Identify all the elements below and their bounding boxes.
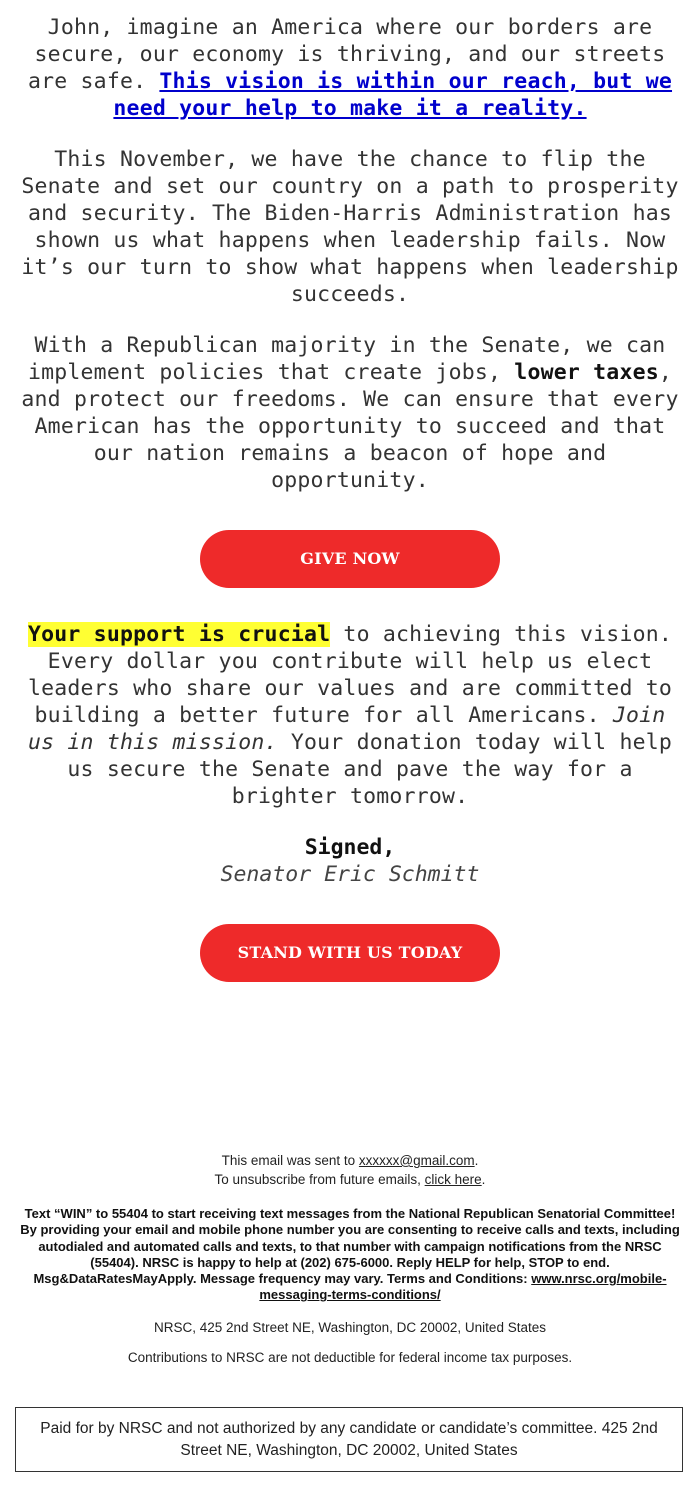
stand-with-us-container bbox=[0, 924, 700, 982]
unsubscribe-line bbox=[0, 1170, 700, 1189]
intro-text: John, imagine an America where our borders are secure, our economy is thriving, and our streets are safe. bbox=[27, 15, 666, 94]
majority-text-start: With a Republican majority in the Senate, we can implement policies that create jobs, bbox=[27, 333, 666, 385]
sent-to-line bbox=[0, 1151, 700, 1170]
paid-for-box: Paid for by NRSC and not authorized by any candidate or candidate’s committee. 425 2nd Street NE, Washington, DC 20002, United States bbox=[15, 1407, 683, 1472]
give-now-container bbox=[0, 530, 700, 588]
recipient-email-link[interactable]: xxxxxx@gmail.com bbox=[358, 1153, 475, 1168]
november-paragraph: This November, we have the chance to flip the Senate and set our country on a path to prosperity and security. The Biden-Harris Administration has shown us what happens when leadership fails. Now it’s our turn to show what happens when leadership succeeds. bbox=[21, 147, 679, 307]
signer-name: Senator Eric Schmitt bbox=[220, 862, 480, 887]
lower-taxes-bold: lower taxes bbox=[514, 360, 659, 385]
support-text-mid: to achieving this vision. Every dollar you contribute will help us elect leaders who share our values and are committed to building a better future for all Americans. bbox=[27, 622, 673, 728]
sent-prefix: This email was sent to bbox=[221, 1153, 359, 1168]
sms-text: Text “WIN” to 55404 to start receiving text messages from the National Republican Senatorial Committee! By providing your email and mobile phone number you are consenting to receive calls and texts, including autodialed and automated calls and texts, to that number with campaign notifications from the NRSC (55404). NRSC is happy to help at (202) 675-6000. Reply HELP for help, STOP to end. Msg&DataRatesMayApply. Message frequency may vary. Terms and Conditions: bbox=[20, 1206, 680, 1287]
footer bbox=[0, 1151, 700, 1367]
support-paragraph bbox=[0, 621, 700, 810]
unsubscribe-link[interactable]: click here bbox=[424, 1172, 482, 1187]
give-now-button[interactable]: GIVE NOW bbox=[200, 530, 500, 588]
support-text-end: Your donation today will help us secure the Senate and pave the way for a brighter tomorrow. bbox=[67, 730, 673, 809]
support-highlight: Your support is crucial bbox=[27, 622, 331, 647]
signed-label: Signed, bbox=[304, 835, 396, 860]
sms-terms-link[interactable]: www.nrsc.org/mobile-messaging-terms-conditions/ bbox=[259, 1271, 667, 1303]
sent-suffix: . bbox=[474, 1153, 479, 1168]
unsubscribe-suffix: . bbox=[481, 1172, 486, 1187]
join-us-italic: Join us in this mission. bbox=[27, 703, 666, 755]
contributions-notice: Contributions to NRSC are not deductible for federal income tax purposes. bbox=[127, 1349, 573, 1365]
nrsc-address: NRSC, 425 2nd Street NE, Washington, DC 20002, United States bbox=[154, 1319, 546, 1335]
sent-to-notice bbox=[0, 1151, 700, 1189]
vision-link[interactable]: This vision is within our reach, but we need your help to make it a reality. bbox=[113, 69, 673, 121]
majority-text-end: , and protect our freedoms. We can ensure that every American has the opportunity to succeed and that our nation remains a beacon of hope and opportunity. bbox=[21, 360, 679, 493]
intro-paragraph bbox=[0, 0, 700, 122]
stand-with-us-button[interactable]: STAND WITH US TODAY bbox=[200, 924, 500, 982]
signature-block bbox=[0, 834, 700, 888]
unsubscribe-prefix: To unsubscribe from future emails, bbox=[214, 1172, 425, 1187]
sms-disclaimer bbox=[0, 1206, 700, 1304]
majority-paragraph bbox=[0, 332, 700, 494]
